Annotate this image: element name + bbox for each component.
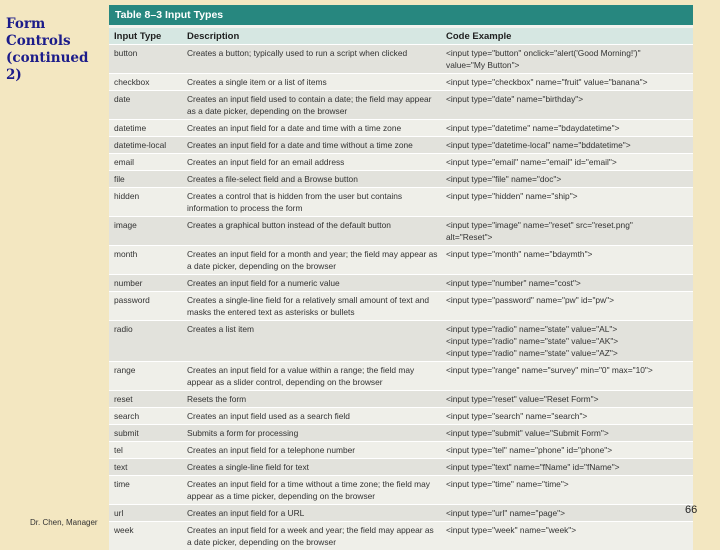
cell-code-example: <input type="radio" name="state" value="AL"> <input type="radio" name="state" value="AK"> <input type="radio" name="state" value="AZ">	[446, 324, 619, 358]
table-row	[109, 216, 693, 245]
cell-input-type: month	[114, 249, 138, 259]
cell-input-type: range	[114, 365, 136, 375]
cell-description: Creates a file-select field and a Browse button	[187, 174, 358, 184]
cell-description: Creates an input field for a numeric value	[187, 278, 340, 288]
cell-code-example: <input type="tel" name="phone" id="phone">	[446, 445, 613, 455]
cell-code-example: <input type="password" name="pw" id="pw">	[446, 295, 614, 305]
slide-title: Form Controls (continued 2)	[6, 16, 89, 83]
footer-author: Dr. Chen, Manager	[30, 518, 98, 527]
cell-code-example: <input type="checkbox" name="fruit" value="banana">	[446, 77, 648, 87]
table-row	[109, 441, 693, 458]
cell-code-example: <input type="search" name="search">	[446, 411, 588, 421]
table-row	[109, 274, 693, 291]
page-number: 66	[685, 504, 698, 516]
cell-description: Creates an input field used to contain a date; the field may appear as a date picker, depending on the browser	[187, 94, 432, 116]
column-header-code-example: Code Example	[446, 30, 512, 42]
table-row	[109, 424, 693, 441]
cell-input-type: button	[114, 48, 138, 58]
cell-description: Creates an input field for a date and time without a time zone	[187, 140, 413, 150]
cell-input-type: datetime	[114, 123, 147, 133]
cell-description: Creates an input field for a URL	[187, 508, 305, 518]
cell-description: Creates a control that is hidden from the user but contains information to process the form	[187, 191, 403, 213]
cell-code-example: <input type="hidden" name="ship">	[446, 191, 578, 201]
cell-description: Creates an input field for a time without a time zone; the field may appear as a time picker, depending on the browser	[187, 479, 430, 501]
table-row	[109, 170, 693, 187]
cell-code-example: <input type="month" name="bdaymth">	[446, 249, 593, 259]
table-row	[109, 504, 693, 521]
table-row	[109, 245, 693, 274]
table-header-row	[109, 28, 693, 44]
cell-code-example: <input type="submit" value="Submit Form">	[446, 428, 609, 438]
cell-input-type: time	[114, 479, 130, 489]
cell-input-type: url	[114, 508, 124, 518]
cell-input-type: text	[114, 462, 128, 472]
cell-code-example: <input type="date" name="birthday">	[446, 94, 584, 104]
cell-code-example: <input type="range" name="survey" min="0" max="10">	[446, 365, 653, 375]
cell-input-type: search	[114, 411, 140, 421]
table-row	[109, 390, 693, 407]
cell-code-example: <input type="text" name="fName" id="fName">	[446, 462, 620, 472]
cell-code-example: <input type="image" name="reset" src="reset.png" alt="Reset">	[446, 220, 633, 242]
table-row	[109, 153, 693, 170]
cell-description: Creates a list item	[187, 324, 255, 334]
cell-input-type: week	[114, 525, 134, 535]
table-row	[109, 291, 693, 320]
table-row	[109, 44, 693, 73]
cell-description: Creates a button; typically used to run a script when clicked	[187, 48, 408, 58]
cell-description: Submits a form for processing	[187, 428, 299, 438]
cell-description: Creates a single item or a list of items	[187, 77, 327, 87]
cell-input-type: number	[114, 278, 143, 288]
cell-description: Creates an input field for a week and year; the field may appear as a date picker, depending on the browser	[187, 525, 434, 547]
table-row	[109, 521, 693, 550]
table-row	[109, 90, 693, 119]
cell-description: Creates an input field for a value within a range; the field may appear as a slider control, depending on the browser	[187, 365, 415, 387]
cell-input-type: date	[114, 94, 131, 104]
cell-input-type: checkbox	[114, 77, 150, 87]
table-row	[109, 458, 693, 475]
column-header-input-type: Input Type	[114, 30, 162, 42]
cell-description: Creates a single-line field for a relatively small amount of text and masks the entered text as asterisks or bullets	[187, 295, 430, 317]
table-row	[109, 136, 693, 153]
table-row	[109, 73, 693, 90]
cell-input-type: file	[114, 174, 125, 184]
cell-code-example: <input type="number" name="cost">	[446, 278, 581, 288]
cell-input-type: datetime-local	[114, 140, 167, 150]
cell-code-example: <input type="button" onclick="alert('Good Morning!')" value="My Button">	[446, 48, 641, 70]
cell-description: Creates an input field used as a search field	[187, 411, 350, 421]
cell-input-type: hidden	[114, 191, 140, 201]
cell-input-type: radio	[114, 324, 133, 334]
input-types-table	[109, 5, 693, 547]
cell-input-type: tel	[114, 445, 123, 455]
cell-description: Creates a single-line field for text	[187, 462, 309, 472]
cell-code-example: <input type="reset" value="Reset Form">	[446, 394, 599, 404]
table-row	[109, 475, 693, 504]
table-row	[109, 361, 693, 390]
cell-code-example: <input type="file" name="doc">	[446, 174, 562, 184]
cell-description: Creates an input field for an email address	[187, 157, 345, 167]
cell-description: Resets the form	[187, 394, 247, 404]
column-header-description: Description	[187, 30, 240, 42]
table-body	[109, 44, 693, 550]
cell-code-example: <input type="datetime-local" name="bddatetime">	[446, 140, 631, 150]
table-row	[109, 407, 693, 424]
cell-input-type: password	[114, 295, 150, 305]
cell-code-example: <input type="week" name="week">	[446, 525, 577, 535]
table-row	[109, 320, 693, 361]
cell-code-example: <input type="time" name="time">	[446, 479, 569, 489]
cell-description: Creates an input field for a telephone number	[187, 445, 356, 455]
cell-code-example: <input type="datetime" name="bdaydatetime">	[446, 123, 620, 133]
cell-code-example: <input type="email" name="email" id="email">	[446, 157, 617, 167]
cell-input-type: reset	[114, 394, 133, 404]
table-title: Table 8–3 Input Types	[109, 5, 693, 25]
table-row	[109, 187, 693, 216]
cell-description: Creates a graphical button instead of the default button	[187, 220, 391, 230]
cell-description: Creates an input field for a month and year; the field may appear as a date picker, depending on the browser	[187, 249, 438, 271]
cell-input-type: email	[114, 157, 135, 167]
cell-description: Creates an input field for a date and time with a time zone	[187, 123, 402, 133]
table-row	[109, 119, 693, 136]
cell-input-type: submit	[114, 428, 139, 438]
cell-code-example: <input type="url" name="page">	[446, 508, 565, 518]
cell-input-type: image	[114, 220, 137, 230]
